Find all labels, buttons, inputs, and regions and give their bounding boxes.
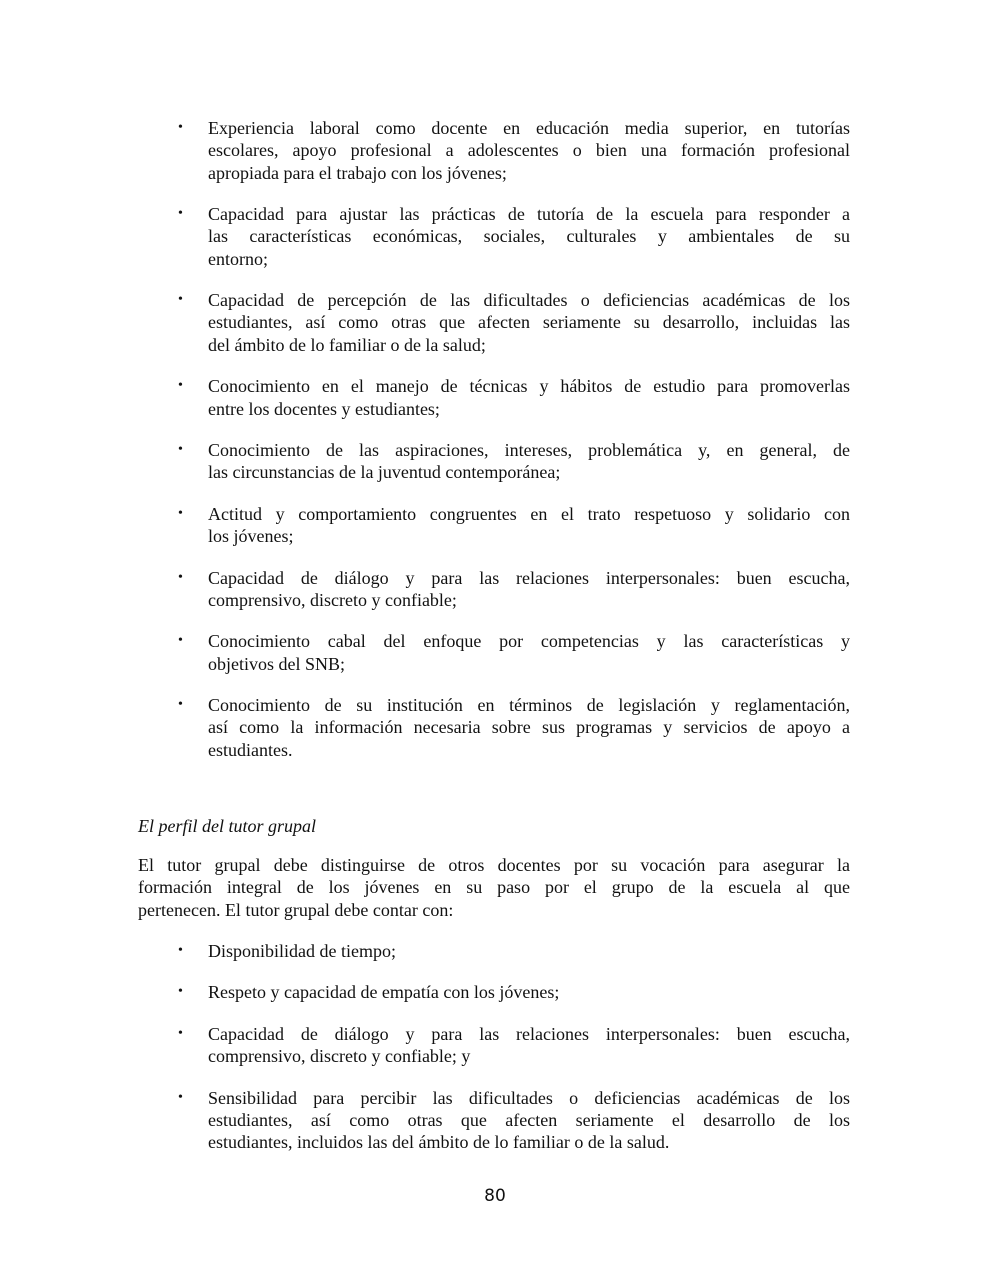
- list-item: [138, 694, 850, 761]
- text-line: estudiantes, así como otras que afecten seriamente el desarrollo de los: [208, 1110, 850, 1131]
- bullet-icon: •: [178, 697, 183, 713]
- text-line: Capacidad de diálogo y para las relaciones interpersonales: buen escucha,: [208, 567, 850, 588]
- bullet-icon: •: [178, 633, 183, 649]
- text-line: Capacidad de percepción de las dificultades o deficiencias académicas de los: [208, 290, 850, 311]
- text-line: Capacidad de diálogo y para las relaciones interpersonales: buen escucha,: [208, 1023, 850, 1044]
- text-line: Conocimiento cabal del enfoque por competencias y las características y: [208, 631, 850, 652]
- text-line: escolares, apoyo profesional a adolescentes o bien una formación profesional: [208, 140, 850, 161]
- bullet-icon: •: [178, 378, 183, 394]
- list-item: [138, 940, 850, 962]
- list-item: [138, 439, 850, 484]
- text-line: las características económicas, sociales, culturales y ambientales de su: [208, 226, 850, 247]
- bullet-icon: •: [178, 569, 183, 585]
- list-item: [138, 203, 850, 270]
- text-line: Actitud y comportamiento congruentes en el trato respetuoso y solidario con: [208, 503, 850, 524]
- text-line: comprensivo, discreto y confiable;: [208, 589, 457, 610]
- bullet-icon: •: [178, 505, 183, 521]
- text-line: apropiada para el trabajo con los jóvenes;: [208, 162, 507, 183]
- list-item: [138, 117, 850, 184]
- text-line: Conocimiento de las aspiraciones, intereses, problemática y, en general, de: [208, 440, 850, 461]
- bullet-icon: •: [178, 1025, 183, 1041]
- text-line: comprensivo, discreto y confiable; y: [208, 1046, 471, 1067]
- section-paragraph: [138, 854, 850, 921]
- text-line: los jóvenes;: [208, 526, 294, 547]
- page-number: 80: [484, 1186, 506, 1206]
- text-line: Disponibilidad de tiempo;: [208, 941, 396, 961]
- text-line: objetivos del SNB;: [208, 653, 346, 674]
- requirements-list: [138, 117, 850, 780]
- text-line: Conocimiento en el manejo de técnicas y hábitos de estudio para promoverlas: [208, 376, 850, 397]
- list-item: [138, 503, 850, 548]
- text-line: Conocimiento de su institución en términos de legislación y reglamentación,: [208, 695, 850, 716]
- text-line: entorno;: [208, 248, 268, 269]
- list-item: [138, 1087, 850, 1154]
- list-item: [138, 289, 850, 356]
- text-line: del ámbito de lo familiar o de la salud;: [208, 334, 486, 355]
- bullet-icon: •: [178, 442, 183, 458]
- bullet-icon: •: [178, 984, 183, 1000]
- bullet-icon: •: [178, 943, 183, 958]
- text-line: las circunstancias de la juventud contemporánea;: [208, 462, 561, 483]
- tutor-profile-list: [138, 940, 850, 1173]
- bullet-icon: •: [178, 120, 183, 135]
- bullet-icon: •: [178, 206, 183, 222]
- text-line: Respeto y capacidad de empatía con los jóvenes;: [208, 982, 560, 1003]
- text-line: estudiantes.: [208, 739, 293, 760]
- text-line: entre los docentes y estudiantes;: [208, 398, 440, 419]
- bullet-icon: •: [178, 1089, 183, 1105]
- text-line: Experiencia laboral como docente en educación media superior, en tutorías: [208, 118, 850, 138]
- text-line: así como la información necesaria sobre sus programas y servicios de apoyo a: [208, 717, 850, 738]
- text-line: estudiantes, incluidos las del ámbito de lo familiar o de la salud.: [208, 1132, 670, 1153]
- text-line: estudiantes, así como otras que afecten seriamente su desarrollo, incluidas las: [208, 312, 850, 333]
- list-item: [138, 630, 850, 675]
- text-line: Capacidad para ajustar las prácticas de tutoría de la escuela para responder a: [208, 204, 850, 225]
- list-item: [138, 567, 850, 612]
- text-line: pertenecen. El tutor grupal debe contar con:: [138, 899, 454, 920]
- text-line: El tutor grupal debe distinguirse de otros docentes por su vocación para asegurar la: [138, 855, 850, 875]
- bullet-icon: •: [178, 292, 183, 308]
- list-item: [138, 1023, 850, 1068]
- section-heading: El perfil del tutor grupal: [138, 816, 316, 836]
- text-line: formación integral de los jóvenes en su paso por el grupo de la escuela al que: [138, 877, 850, 898]
- list-item: [138, 375, 850, 420]
- list-item: [138, 981, 850, 1003]
- text-line: Sensibilidad para percibir las dificultades o deficiencias académicas de los: [208, 1087, 850, 1108]
